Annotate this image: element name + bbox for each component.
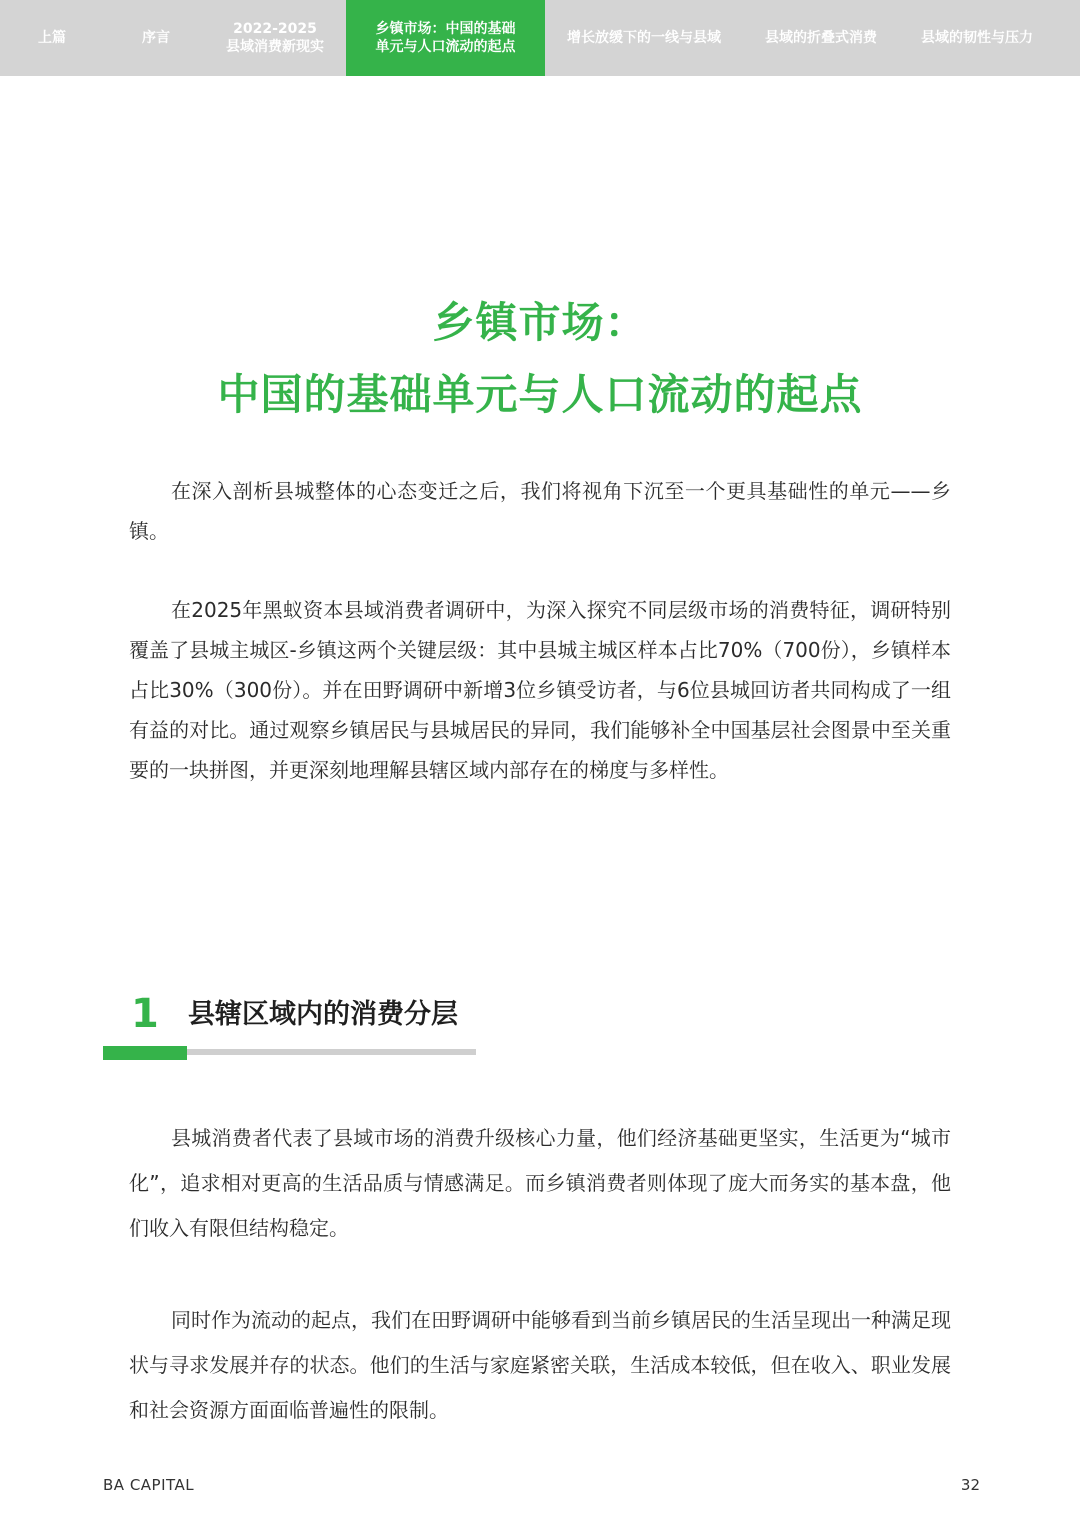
- nav-tab-folded-consumption[interactable]: [743, 0, 899, 76]
- nav-tab-tier1-and-county[interactable]: [545, 0, 743, 76]
- section-title: 县辖区域内的消费分层: [188, 999, 458, 1030]
- nav-tab-county-consumption-reality[interactable]: [208, 0, 342, 76]
- page-number: 32: [960, 1476, 980, 1494]
- nav-tab-label: 县域的折叠式消费: [765, 30, 877, 46]
- nav-tab-part-one[interactable]: [0, 0, 104, 76]
- intro-paragraph-1: 在深入剖析县城整体的心态变迁之后，我们将视角下沉至一个更具基础性的单元——乡镇。: [129, 479, 951, 543]
- intro-paragraph-2: 在2025年黑蚁资本县域消费者调研中，为深入探究不同层级市场的消费特征，调研特别覆盖了县城主城区-乡镇这两个关键层级：其中县城主城区样本占比70%（700份），乡镇样本占比30%（300份）。并在田野调研中新增3位乡镇受访者，与6位县城回访者共同构成了一组有益的对比。通过观察乡镇居民与县城居民的异同，我们能够补全中国基层社会图景中至关重要的一块拼图，并更深刻地理解县辖区域内部存在的梯度与多样性。: [129, 598, 951, 782]
- nav-tab-label: 县域的韧性与压力: [921, 30, 1033, 46]
- nav-tab-label: 县域消费新现实: [226, 39, 324, 55]
- nav-tab-label: 单元与人口流动的起点: [375, 39, 516, 55]
- page-title-line-1: 乡镇市场：: [432, 298, 648, 347]
- top-navigation: [0, 0, 1080, 76]
- nav-tab-label: 增长放缓下的一线与县域: [567, 30, 721, 46]
- page-title-line-2: 中国的基础单元与人口流动的起点: [217, 370, 863, 419]
- nav-tab-resilience-and-pressure[interactable]: [899, 0, 1055, 76]
- nav-tab-label: 上篇: [38, 30, 66, 46]
- nav-tab-label: 乡镇市场：中国的基础: [375, 21, 516, 37]
- nav-tab-label: 序言: [142, 30, 170, 46]
- section-paragraph-2: 同时作为流动的起点，我们在田野调研中能够看到当前乡镇居民的生活呈现出一种满足现状与寻求发展并存的状态。他们的生活与家庭紧密关联，生活成本较低，但在收入、职业发展和社会资源方面面临普遍性的限制。: [129, 1308, 951, 1422]
- section-rule-accent: [103, 1046, 187, 1060]
- section-number: 1: [131, 991, 159, 1037]
- nav-tab-preface[interactable]: [104, 0, 208, 76]
- section-paragraph-1: 县城消费者代表了县域市场的消费升级核心力量，他们经济基础更坚实，生活更为“城市化”，追求相对更高的生活品质与情感满足。而乡镇消费者则体现了庞大而务实的基本盘，他们收入有限但结构稳定。: [129, 1126, 951, 1240]
- nav-tab-label: 2022-2025: [233, 21, 317, 37]
- footer-brand: BA CAPITAL: [103, 1476, 195, 1494]
- nav-tab-township-market[interactable]: [346, 0, 545, 76]
